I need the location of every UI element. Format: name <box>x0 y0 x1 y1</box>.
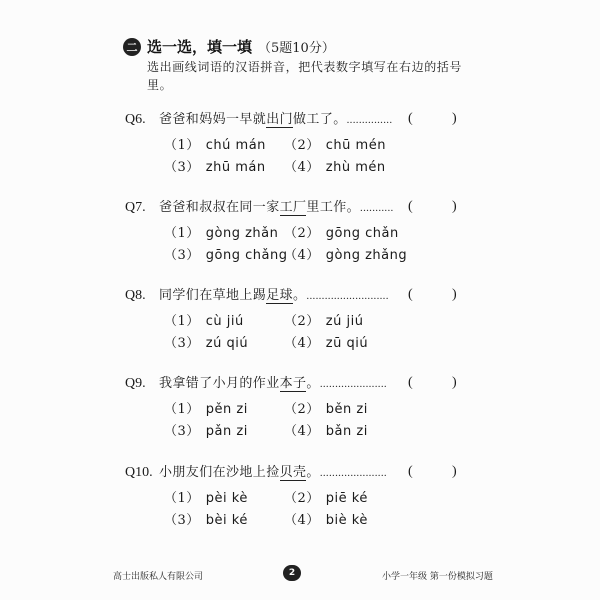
option-pinyin: bèi ké <box>205 513 248 528</box>
option-label: （4） <box>284 336 320 351</box>
question-stem <box>125 199 394 217</box>
option-pinyin: zhū mán <box>205 160 266 175</box>
answer-paren-right[interactable]: ) <box>452 111 457 126</box>
option-label: （3） <box>164 248 200 263</box>
question-text: 同学们在草地上踢 <box>159 288 267 303</box>
question-number: Q8. <box>125 288 146 303</box>
leader-dots: ........................... <box>306 290 389 302</box>
option-pinyin: zū qiú <box>325 336 369 351</box>
underlined-word: 出门 <box>266 112 294 127</box>
section-instructions: 选出画线词语的汉语拼音，把代表数字填写在右边的括号里。 <box>147 60 463 92</box>
section-title: 选一选，填一填 <box>147 38 253 56</box>
option-4[interactable] <box>284 509 368 528</box>
question-text: 我拿错了小月的作业 <box>159 376 280 391</box>
option-label: （1） <box>164 138 200 153</box>
question-8 <box>0 287 600 367</box>
option-pinyin: chū mén <box>325 138 386 153</box>
option-4[interactable] <box>284 244 407 263</box>
question-stem <box>125 287 389 305</box>
question-text: 爸爸和叔叔在同一家 <box>159 200 280 215</box>
question-stem <box>125 464 387 482</box>
option-3[interactable] <box>164 420 248 439</box>
underlined-word: 足球 <box>266 288 294 303</box>
option-pinyin: gòng zhǎng <box>325 248 408 263</box>
question-7 <box>0 199 600 279</box>
question-number: Q10. <box>125 465 153 480</box>
question-9 <box>0 375 600 455</box>
option-pinyin: zhù mén <box>325 160 386 175</box>
leader-dots: ...................... <box>319 467 387 479</box>
question-text-end: 。 <box>293 288 307 303</box>
option-pinyin: bǎn zi <box>325 424 368 439</box>
option-3[interactable] <box>164 332 248 351</box>
section-score: （5题10分） <box>258 41 335 56</box>
option-pinyin: pǎn zi <box>205 424 248 439</box>
option-label: （4） <box>284 424 320 439</box>
option-4[interactable] <box>284 420 368 439</box>
question-text-end: 。 <box>306 465 320 480</box>
question-text-end: 做工了。 <box>293 112 347 127</box>
option-label: （1） <box>164 402 200 417</box>
leader-dots: ............... <box>346 114 393 126</box>
question-number: Q7. <box>125 200 146 215</box>
question-10 <box>0 464 600 544</box>
question-stem <box>125 111 392 129</box>
option-pinyin: běn zi <box>325 402 368 417</box>
option-pinyin: piē ké <box>325 491 368 506</box>
option-1[interactable] <box>164 310 244 329</box>
option-label: （2） <box>284 314 320 329</box>
answer-paren-right[interactable]: ) <box>452 287 457 302</box>
answer-paren-left[interactable]: ( <box>408 199 413 214</box>
question-number: Q6. <box>125 112 146 127</box>
option-2[interactable] <box>284 487 368 506</box>
option-1[interactable] <box>164 134 266 153</box>
option-pinyin: pèi kè <box>205 491 248 506</box>
answer-paren-left[interactable]: ( <box>408 287 413 302</box>
leader-dots: ........... <box>360 202 394 214</box>
option-2[interactable] <box>284 222 399 241</box>
option-label: （4） <box>284 248 320 263</box>
answer-paren-right[interactable]: ) <box>452 199 457 214</box>
underlined-word: 贝壳 <box>279 465 307 480</box>
option-label: （2） <box>284 491 320 506</box>
option-3[interactable] <box>164 156 266 175</box>
answer-paren-right[interactable]: ) <box>452 464 457 479</box>
answer-paren-right[interactable]: ) <box>452 375 457 390</box>
option-pinyin: biè kè <box>325 513 368 528</box>
question-text-end: 里工作。 <box>306 200 361 215</box>
option-pinyin: zú jiú <box>325 314 364 329</box>
question-6 <box>0 111 600 191</box>
answer-paren-left[interactable]: ( <box>408 464 413 479</box>
option-pinyin: pěn zi <box>205 402 248 417</box>
option-label: （1） <box>164 226 200 241</box>
option-label: （3） <box>164 513 200 528</box>
option-label: （2） <box>284 402 320 417</box>
option-3[interactable] <box>164 244 287 263</box>
option-label: （4） <box>284 513 320 528</box>
option-2[interactable] <box>284 310 363 329</box>
option-label: （3） <box>164 160 200 175</box>
question-text: 爸爸和妈妈一早就 <box>159 112 267 127</box>
question-number: Q9. <box>125 376 146 391</box>
option-pinyin: gōng chǎng <box>205 248 288 263</box>
option-3[interactable] <box>164 509 248 528</box>
option-label: （2） <box>284 138 320 153</box>
option-label: （1） <box>164 314 200 329</box>
option-1[interactable] <box>164 487 248 506</box>
option-label: （4） <box>284 160 320 175</box>
option-label: （3） <box>164 336 200 351</box>
footer-publisher: 高士出版私人有限公司 <box>113 572 204 582</box>
option-4[interactable] <box>284 332 368 351</box>
question-stem <box>125 375 387 393</box>
section-header <box>123 36 335 57</box>
underlined-word: 本子 <box>279 376 307 391</box>
option-label: （2） <box>284 226 320 241</box>
option-label: （1） <box>164 491 200 506</box>
question-text: 小朋友们在沙地上捡 <box>159 465 280 480</box>
leader-dots: ...................... <box>319 378 387 390</box>
option-1[interactable] <box>164 222 278 241</box>
option-2[interactable] <box>284 398 368 417</box>
option-pinyin: zú qiú <box>205 336 249 351</box>
underlined-word: 工厂 <box>279 200 307 215</box>
option-pinyin: gōng chǎn <box>325 226 399 241</box>
option-2[interactable] <box>284 134 386 153</box>
option-label: （3） <box>164 424 200 439</box>
option-pinyin: cù jiú <box>205 314 244 329</box>
answer-paren-left[interactable]: ( <box>408 111 413 126</box>
answer-paren-left[interactable]: ( <box>408 375 413 390</box>
question-text-end: 。 <box>306 376 320 391</box>
option-1[interactable] <box>164 398 248 417</box>
footer-book-title: 小学一年级 第一份模拟习题 <box>382 572 493 582</box>
option-pinyin: chú mán <box>205 138 266 153</box>
option-pinyin: gòng zhǎn <box>205 226 279 241</box>
section-number-badge: 二 <box>123 38 141 56</box>
option-4[interactable] <box>284 156 386 175</box>
page-number-badge: 2 <box>283 565 301 581</box>
